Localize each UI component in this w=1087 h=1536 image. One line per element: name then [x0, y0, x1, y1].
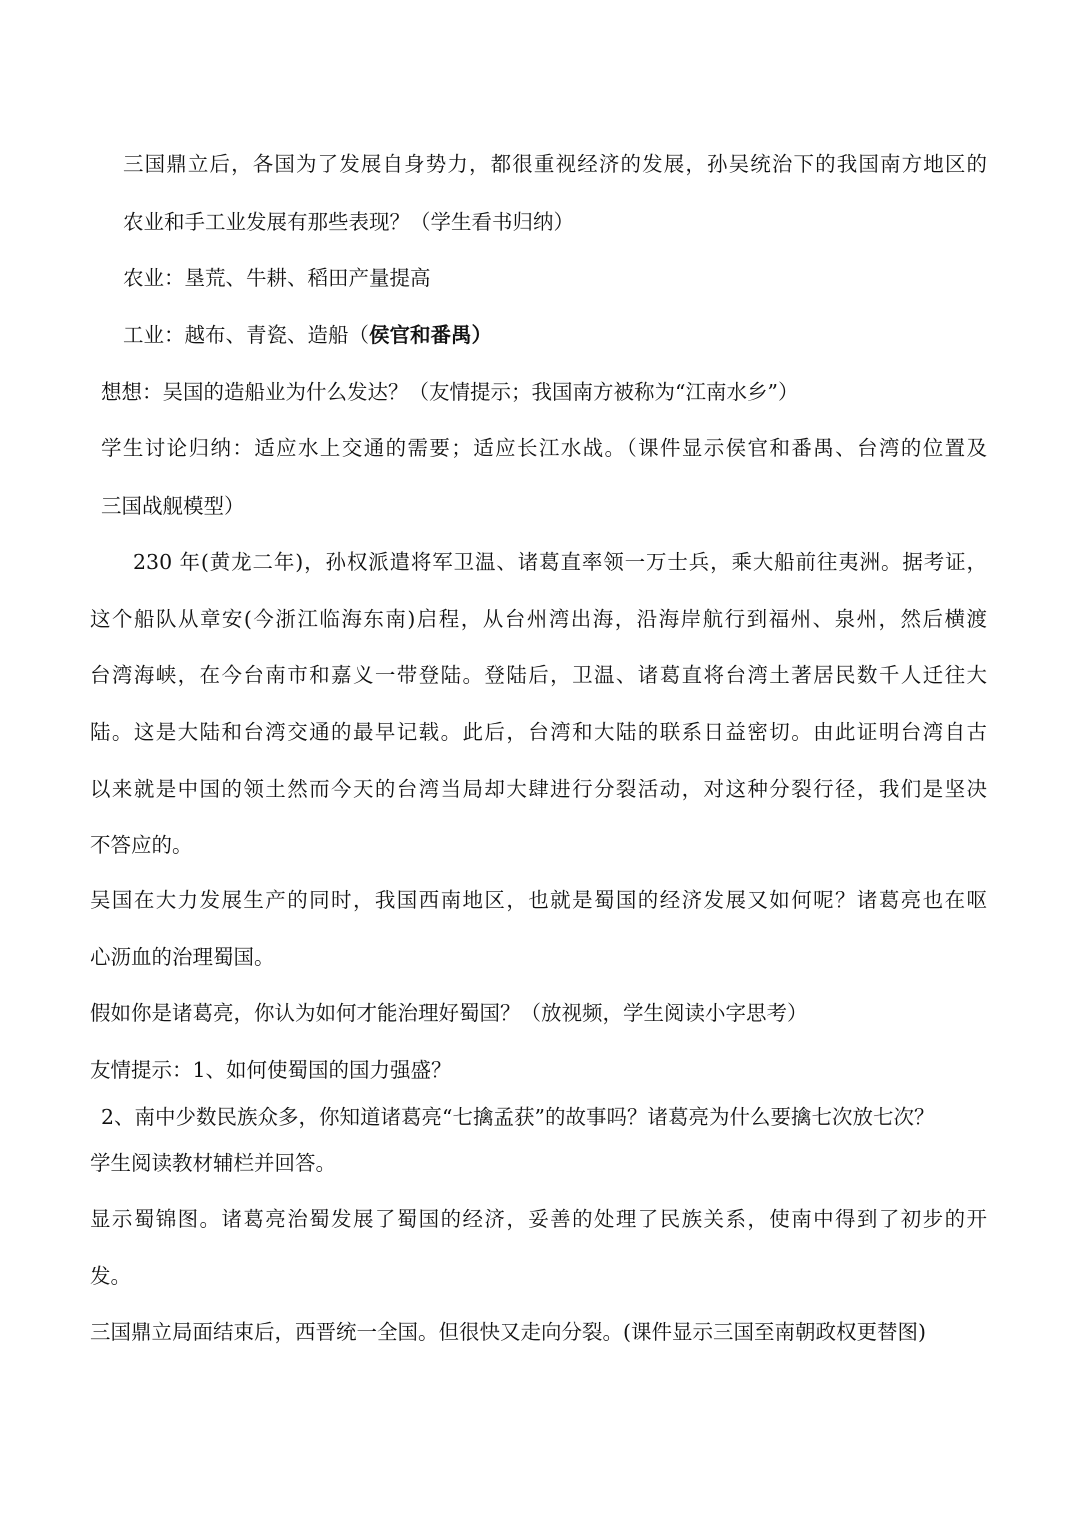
discussion-line-1: 学生讨论归纳：适应水上交通的需要；适应长江水战。（课件显示侯官和番禺、台湾的位置及: [101, 436, 987, 460]
shu-question-line-2: 心沥血的治理蜀国。: [90, 945, 275, 969]
discussion-line-2: 三国战舰模型）: [101, 494, 245, 518]
history-line-3: 台湾海峡，在今台南市和嘉义一带登陆。登陆后，卫温、诸葛直将台湾土著居民数千人迁往大: [90, 663, 987, 687]
agriculture-line: 农业：垦荒、牛耕、稻田产量提高: [123, 266, 431, 290]
suppose-line: 假如你是诸葛亮，你认为如何才能治理好蜀国？（放视频，学生阅读小字思考）: [90, 1001, 808, 1025]
think-line: 想想：吴国的造船业为什么发达？（友情提示；我国南方被称为“江南水乡”）: [101, 380, 799, 404]
hint-1-line: 友情提示：1、如何使蜀国的国力强盛？: [90, 1058, 452, 1082]
industry-line: [123, 325, 492, 346]
shu-brocade-line-1: 显示蜀锦图。诸葛亮治蜀发展了蜀国的经济，妥善的处理了民族关系，使南中得到了初步的开: [90, 1207, 987, 1231]
shu-brocade-line-2: 发。: [90, 1264, 131, 1288]
student-read-line: 学生阅读教材辅栏并回答。: [90, 1151, 336, 1175]
history-line-2: 这个船队从章安(今浙江临海东南)启程，从台州湾出海，沿海岸航行到福州、泉州，然后横渡: [90, 607, 987, 631]
history-line-6: 不答应的。: [90, 833, 193, 857]
industry-prefix: 工业：越布、青瓷、造船（: [123, 323, 369, 347]
shu-question-line-1: 吴国在大力发展生产的同时，我国西南地区，也就是蜀国的经济发展又如何呢？诸葛亮也在呕: [90, 888, 987, 912]
conclusion-line: 三国鼎立局面结束后，西晋统一全国。但很快又走向分裂。(课件显示三国至南朝政权更替图): [90, 1320, 926, 1344]
intro-line-1: 三国鼎立后，各国为了发展自身势力，都很重视经济的发展，孙吴统治下的我国南方地区的: [123, 152, 987, 176]
industry-bold-text: 侯官和番禺）: [369, 323, 492, 347]
hint-2-line: 2、南中少数民族众多，你知道诸葛亮“七擒孟获”的故事吗？诸葛亮为什么要擒七次放七次？: [101, 1105, 935, 1129]
history-line-1: 230 年(黄龙二年)，孙权派遣将军卫温、诸葛直率领一万士兵，乘大船前往夷洲。据考证，: [133, 550, 987, 574]
history-line-5: 以来就是中国的领土然而今天的台湾当局却大肆进行分裂活动，对这种分裂行径，我们是坚决: [90, 777, 987, 801]
history-line-4: 陆。这是大陆和台湾交通的最早记载。此后，台湾和大陆的联系日益密切。由此证明台湾自古: [90, 720, 987, 744]
intro-line-2: 农业和手工业发展有那些表现？（学生看书归纳）: [123, 210, 574, 234]
